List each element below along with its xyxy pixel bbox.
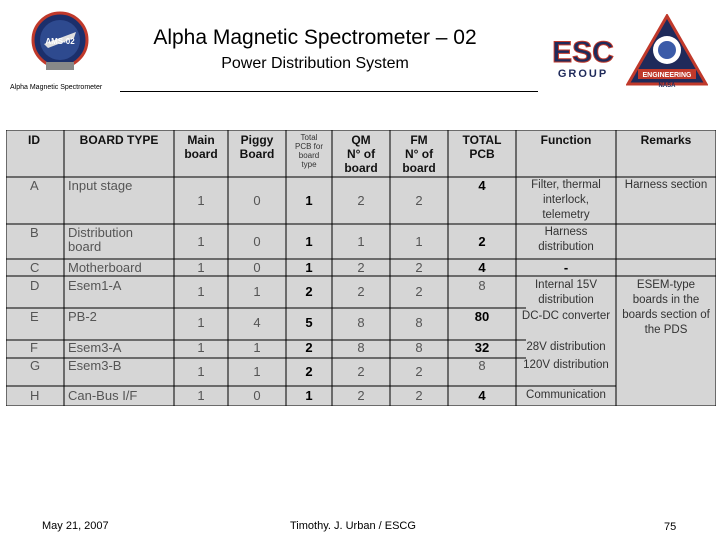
row-h-total: 1 <box>305 388 313 403</box>
row-b-fm: 1 <box>415 234 423 249</box>
row-h-qm: 2 <box>357 388 365 403</box>
row-b-total: 1 <box>305 234 313 249</box>
header-remarks: Remarks <box>640 133 692 147</box>
row-f-fm: 8 <box>415 340 423 355</box>
row-e-fm: 8 <box>415 315 423 330</box>
page-subtitle: Power Distribution System <box>221 55 409 72</box>
row-c-fm: 2 <box>415 260 423 275</box>
row-e-piggy: 4 <box>253 315 261 330</box>
header-qm: QM N° of board <box>344 133 378 175</box>
engineering-nasa-logo <box>626 14 708 90</box>
eng-logo-nasa: NASA <box>658 83 676 89</box>
header-board-type: BOARD TYPE <box>79 133 159 147</box>
row-a-piggy: 0 <box>253 193 261 208</box>
footer-date: May 21, 2007 <box>42 520 109 532</box>
function-a: Filter, thermal interlock, telemetry <box>531 179 601 221</box>
row-a-board: Input stage <box>68 178 133 193</box>
row-h-fm: 2 <box>415 388 423 403</box>
row-b-id: B <box>30 225 39 240</box>
row-c-main: 1 <box>197 260 205 275</box>
row-b-main: 1 <box>197 234 205 249</box>
row-a-total: 1 <box>305 193 313 208</box>
row-e-total: 5 <box>305 315 313 330</box>
footer-author: Timothy. J. Urban / ESCG <box>290 520 416 532</box>
row-g-board: Esem3-B <box>68 358 122 373</box>
row-e-id: E <box>30 309 39 324</box>
ams-logo-text: AMS-02 <box>45 37 75 46</box>
esc-logo-text: ESC <box>552 36 614 69</box>
header-id: ID <box>28 133 40 147</box>
header-total-pcb: TOTAL PCB <box>462 133 502 161</box>
row-c-total: 1 <box>305 260 313 275</box>
row-d-fm: 2 <box>415 284 423 299</box>
header-divider <box>120 91 538 92</box>
row-a-fm: 2 <box>415 193 423 208</box>
row-d-qm: 2 <box>357 284 365 299</box>
header-fm: FM N° of board <box>402 133 436 175</box>
row-f-piggy: 1 <box>253 340 261 355</box>
page-number: 75 <box>664 521 677 533</box>
total-pcb-e: 80 <box>474 309 490 324</box>
row-c-id: C <box>30 260 40 275</box>
remarks-harness: Harness section <box>624 179 708 191</box>
row-h-piggy: 0 <box>253 388 261 403</box>
row-f-id: F <box>30 340 38 355</box>
row-g-main: 1 <box>197 364 205 379</box>
row-g-id: G <box>30 358 41 373</box>
function-c: - <box>563 260 569 275</box>
eng-logo-text: ENGINEERING <box>642 72 692 79</box>
row-e-board: PB-2 <box>68 309 97 324</box>
header-piggy-board: Piggy Board <box>239 133 275 161</box>
total-pcb-b: 2 <box>478 234 486 249</box>
function-f: 28V distribution <box>526 341 606 353</box>
total-pcb-a: 4 <box>478 178 486 193</box>
row-b-board: Distribution board <box>68 225 134 254</box>
row-h-main: 1 <box>197 388 205 403</box>
row-g-total: 2 <box>305 364 313 379</box>
row-b-qm: 1 <box>357 234 365 249</box>
total-pcb-d: 8 <box>478 278 486 293</box>
row-a-qm: 2 <box>357 193 365 208</box>
total-pcb-c: 4 <box>478 260 486 275</box>
row-d-piggy: 1 <box>253 284 261 299</box>
row-d-total: 2 <box>305 284 313 299</box>
row-a-main: 1 <box>197 193 205 208</box>
function-g: 120V distribution <box>523 359 609 371</box>
row-c-board: Motherboard <box>68 260 142 275</box>
row-g-fm: 2 <box>415 364 423 379</box>
row-c-qm: 2 <box>357 260 365 275</box>
row-g-qm: 2 <box>357 364 365 379</box>
page-title: Alpha Magnetic Spectrometer – 02 <box>153 26 477 49</box>
total-pcb-f: 32 <box>474 340 490 355</box>
row-e-qm: 8 <box>357 315 365 330</box>
function-h: Communication <box>526 389 606 401</box>
row-f-main: 1 <box>197 340 205 355</box>
pcb-table <box>6 130 716 406</box>
row-h-board: Can-Bus I/F <box>68 388 138 403</box>
row-g-piggy: 1 <box>253 364 261 379</box>
remarks-esem: ESEM-type boards in the boards section of the PDS <box>622 279 710 336</box>
function-e: DC-DC converter <box>521 310 611 322</box>
project-label: Alpha Magnetic Spectrometer <box>10 84 103 91</box>
ams-02-logo <box>30 10 90 74</box>
row-b-piggy: 0 <box>253 234 261 249</box>
total-pcb-g: 8 <box>478 358 486 373</box>
row-f-total: 2 <box>305 340 313 355</box>
row-h-id: H <box>30 388 40 403</box>
row-d-board: Esem1-A <box>68 278 122 293</box>
row-c-piggy: 0 <box>253 260 261 275</box>
function-d: Internal 15V distribution <box>534 279 597 306</box>
row-a-id: A <box>30 178 39 193</box>
header-total-pcb-type: Total PCB for board type <box>294 133 323 169</box>
header-function: Function <box>540 133 592 147</box>
row-d-main: 1 <box>197 284 205 299</box>
function-b: Harness distribution <box>538 226 594 253</box>
esc-logo-group: GROUP <box>557 68 609 80</box>
header-main-board: Main board <box>184 133 218 161</box>
row-e-main: 1 <box>197 315 205 330</box>
row-f-board: Esem3-A <box>68 340 122 355</box>
esc-group-logo <box>537 35 629 80</box>
row-f-qm: 8 <box>357 340 365 355</box>
total-pcb-h: 4 <box>478 388 486 403</box>
row-d-id: D <box>30 278 40 293</box>
